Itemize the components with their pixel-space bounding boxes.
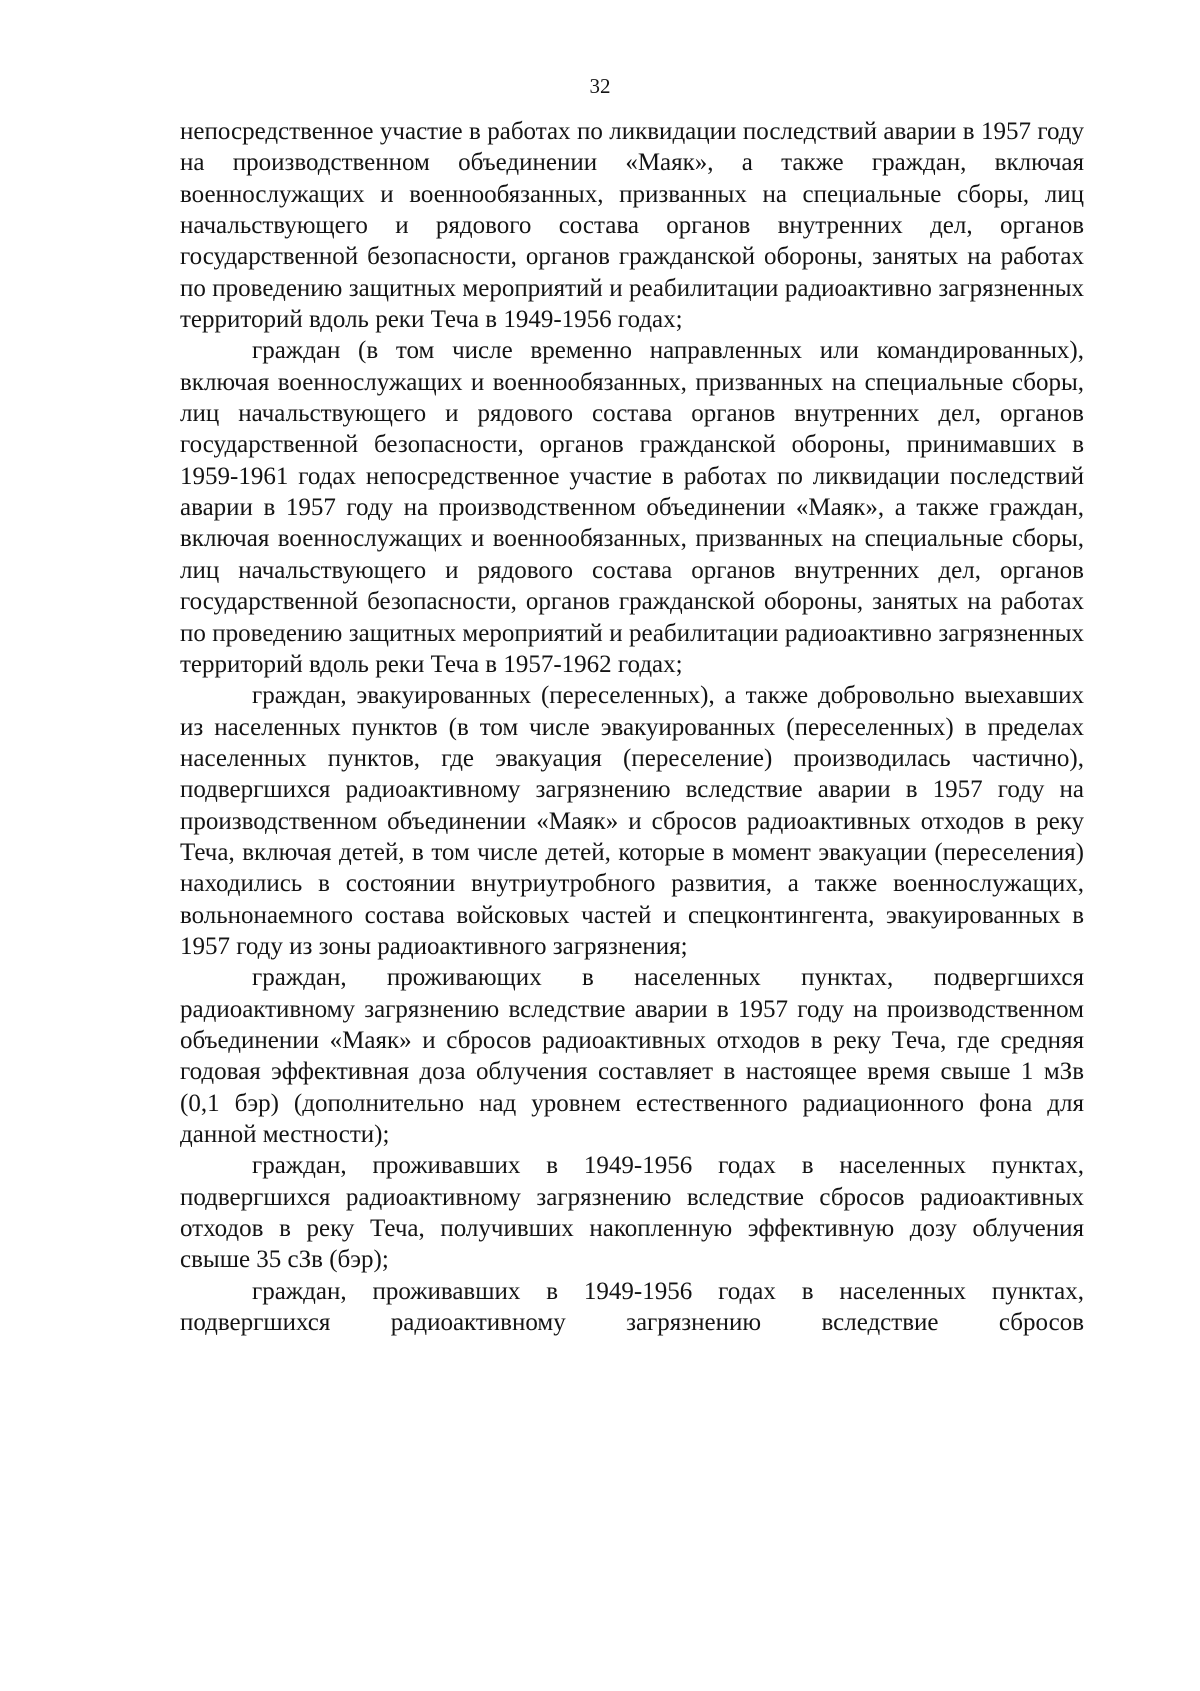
paragraph-1-continuation: непосредственное участие в работах по ликвидации последствий аварии в 1957 году на производственном объединении «Маяк», а также граждан, включая военнослужащих и военнообязанных, призванных на специальные сборы, лиц начальствующего и рядового состава органов внутренних дел, органов государственной безопасности, органов гражданской обороны, занятых на работах по проведению защитных мероприятий и реабилитации радиоактивно загрязненных территорий вдоль реки Теча в 1949-1956 годах;: [180, 118, 1084, 334]
paragraph-4: граждан, проживающих в населенных пунктах, подвергшихся радиоактивному загрязнению вследствие аварии в 1957 году на производственном объединении «Маяк» и сбросов радиоактивных отходов в реку Теча, где средняя годовая эффективная доза облучения составляет в настоящее время свыше 1 мЗв (0,1 бэр) (дополнительно над уровнем естественного радиационного фона для данной местности);: [180, 964, 1084, 1148]
document-body: [180, 116, 1084, 1338]
paragraph-2: граждан (в том числе временно направленных или командированных), включая военнослужащих и военнообязанных, призванных на специальные сборы, лиц начальствующего и рядового состава органов внутренних дел, органов государственной безопасности, органов гражданской обороны, принимавших в 1959-1961 годах непосредственное участие в работах по ликвидации последствий аварии в 1957 году на производственном объединении «Маяк», а также граждан, включая военнослужащих и военнообязанных, призванных на специальные сборы, лиц начальствующего и рядового состава органов внутренних дел, органов государственной безопасности, органов гражданской обороны, занятых на работах по проведению защитных мероприятий и реабилитации радиоактивно загрязненных территорий вдоль реки Теча в 1957-1962 годах;: [180, 337, 1084, 678]
page-number: 32: [589, 74, 611, 98]
paragraph-6-partial: граждан, проживавших в 1949-1956 годах в населенных пунктах, подвергшихся радиоактивному загрязнению вследствие сбросов: [180, 1277, 1084, 1337]
paragraph-5: граждан, проживавших в 1949-1956 годах в населенных пунктах, подвергшихся радиоактивному загрязнению вследствие сбросов радиоактивных отходов в реку Теча, получивших накопленную эффективную дозу облучения свыше 35 сЗв (бэр);: [180, 1152, 1084, 1274]
paragraph-3: граждан, эвакуированных (переселенных), а также добровольно выехавших из населенных пунктов (в том числе эвакуированных (переселенных) в пределах населенных пунктов, где эвакуация (переселение) производилась частично), подвергшихся радиоактивному загрязнению вследствие аварии в 1957 году на производственном объединении «Маяк» и сбросов радиоактивных отходов в реку Теча, включая детей, в том числе детей, которые в момент эвакуации (переселения) находились в состоянии внутриутробного развития, а также военнослужащих, вольнонаемного состава войсковых частей и спецконтингента, эвакуированных в 1957 году из зоны радиоактивного загрязнения;: [180, 682, 1084, 960]
